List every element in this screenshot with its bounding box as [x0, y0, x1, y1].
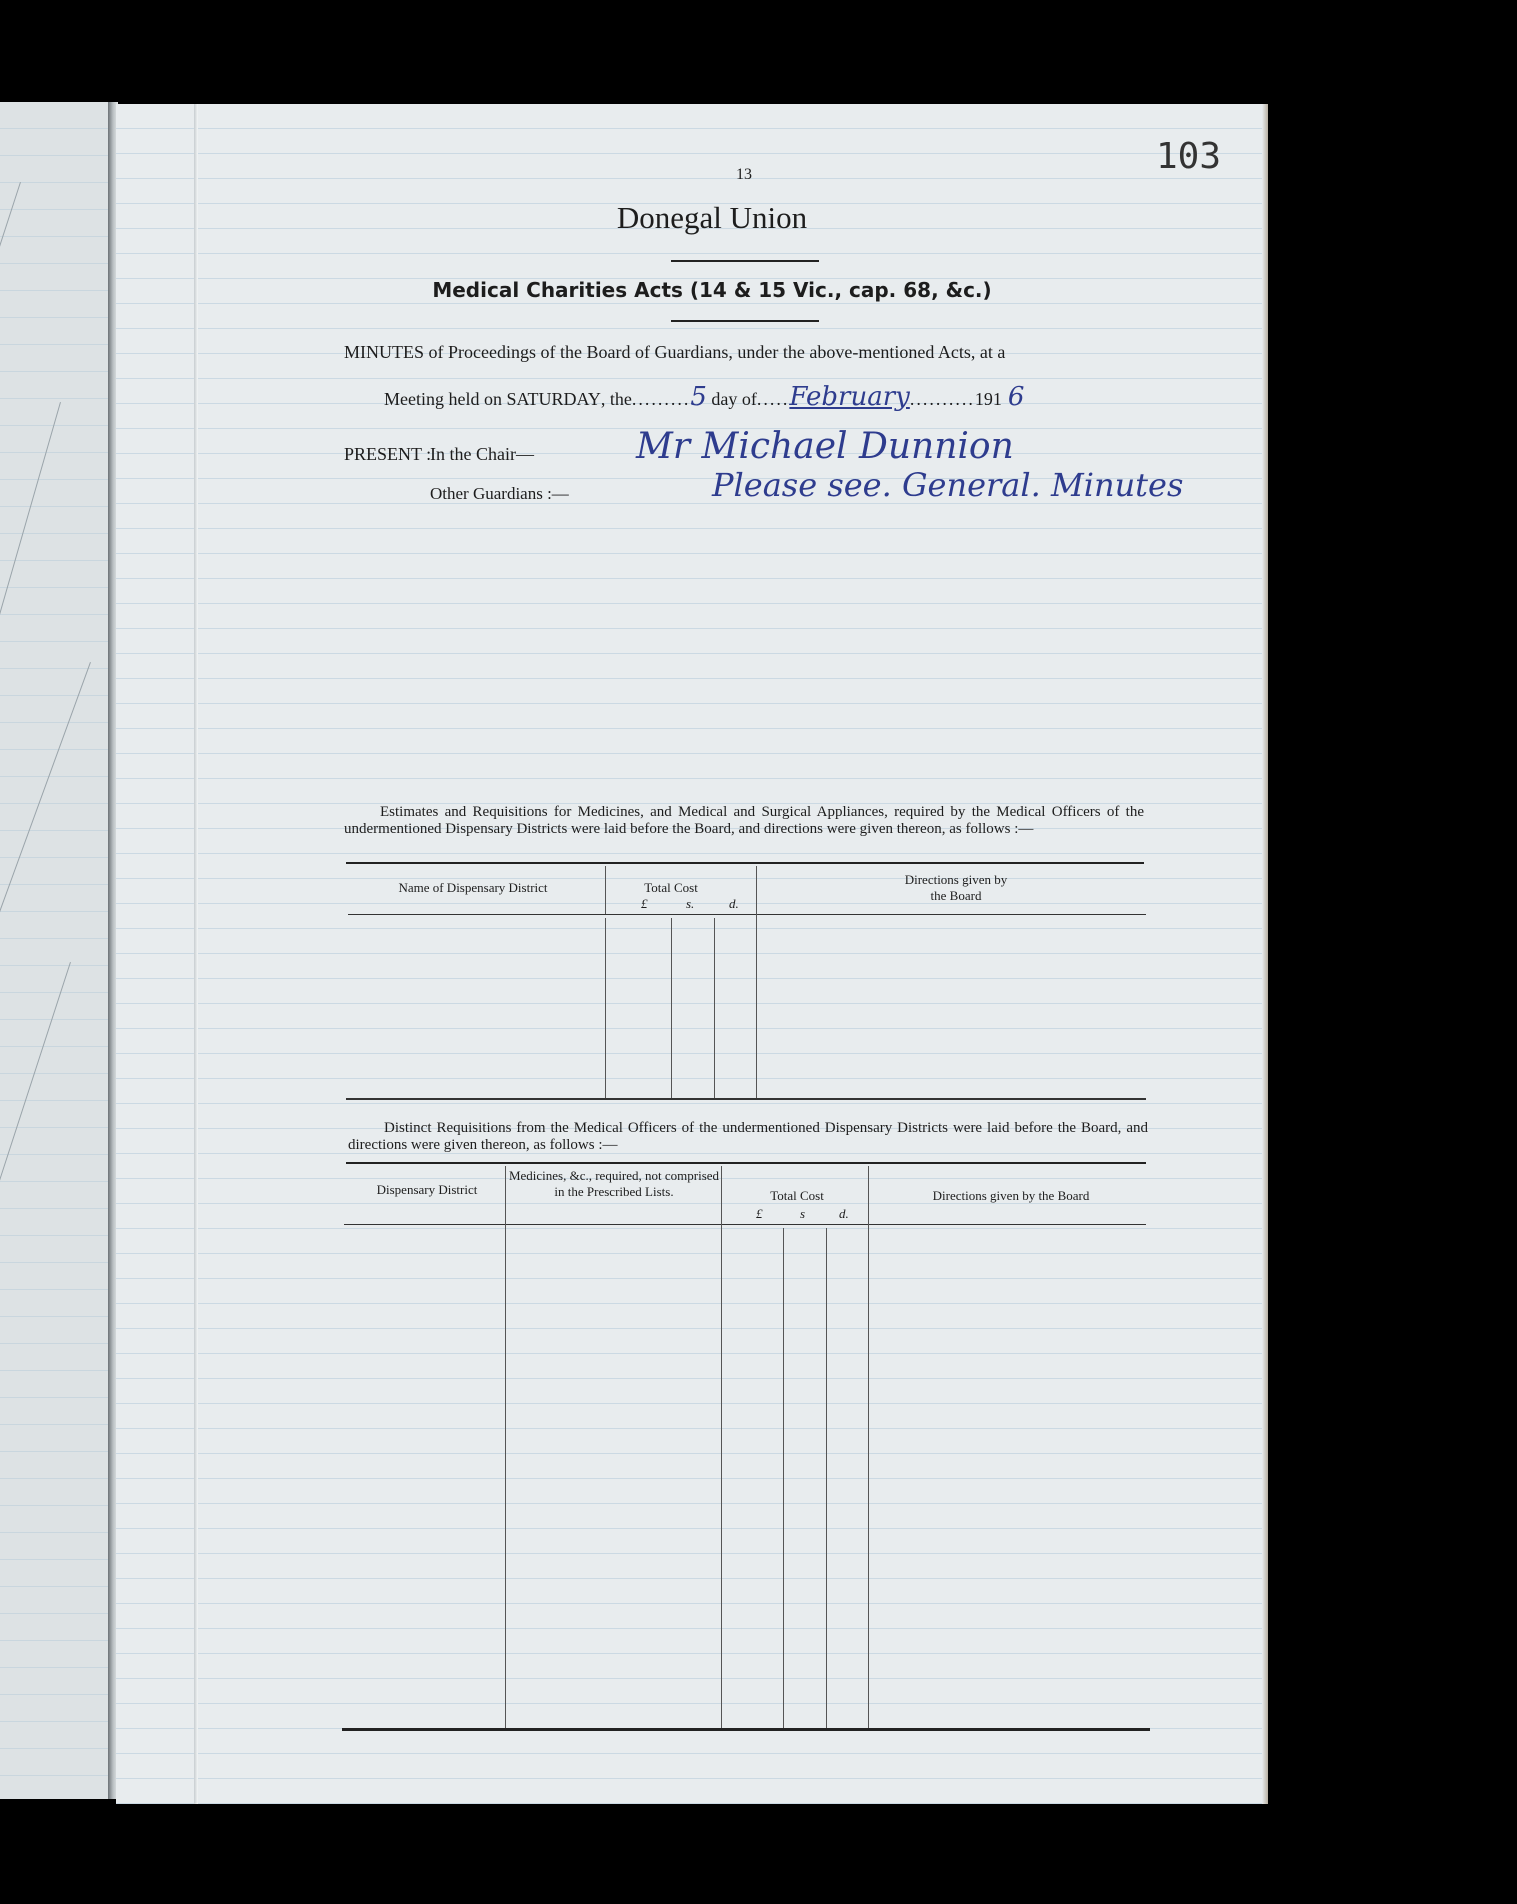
present-label: PRESENT :: [344, 444, 432, 464]
folio-number: 103: [1156, 136, 1222, 177]
estimates-col-pounds: £: [641, 896, 648, 911]
estimates-divider: [756, 866, 757, 1098]
left-facing-page: [0, 102, 112, 1799]
others-label: Other Guardians :—: [430, 484, 569, 503]
page-edge: [1262, 104, 1268, 1804]
distinct-divider: [783, 1228, 784, 1728]
estimates-divider: [714, 918, 715, 1098]
pen-stroke: [0, 962, 71, 1210]
distinct-top-rule: [346, 1162, 1146, 1164]
year-prefix: 191: [974, 389, 1002, 409]
distinct-col-total-cost: Total Cost: [770, 1188, 824, 1203]
distinct-col-directions: Directions given by the Board: [932, 1188, 1090, 1203]
estimates-divider: [605, 918, 606, 1098]
distinct-divider: [868, 1166, 869, 1728]
pen-stroke: [0, 182, 21, 411]
estimates-divider: [605, 866, 606, 914]
day-value: 5: [690, 382, 707, 412]
distinct-divider: [721, 1166, 722, 1728]
page-fold: [194, 104, 198, 1804]
distinct-intro: Distinct Requisitions from the Medical Officers of the undermentioned Dispensary Districts were laid before the Board, and directions were given thereon, as follows :—: [348, 1120, 1148, 1153]
the-label: , the: [600, 389, 632, 409]
estimates-bottom-rule: [346, 1098, 1146, 1100]
estimates-col-total-cost: Total Cost: [644, 880, 698, 895]
day-of-label: day of: [711, 389, 757, 409]
estimates-intro: Estimates and Requisitions for Medicines, and Medical and Surgical Appliances, required by the Medical Officers of the undermentioned Dispensary Districts were laid before the Board, and directions were given thereon, as follows :—: [344, 804, 1144, 837]
ledger-page: [116, 104, 1268, 1804]
chair-label: In the Chair—: [430, 444, 534, 464]
others-value: Please see. General. Minutes: [712, 466, 1184, 504]
distinct-col-pounds: £: [756, 1206, 763, 1221]
distinct-divider: [826, 1228, 827, 1728]
distinct-divider: [505, 1166, 506, 1728]
meeting-day-name: SATURDAY: [506, 389, 601, 409]
distinct-bottom-rule: [342, 1728, 1150, 1731]
distinct-col-medicines: Medicines, &c., required, not comprised in the Prescribed Lists.: [508, 1168, 720, 1199]
estimates-header-rule: [348, 914, 1146, 915]
pen-stroke: [0, 402, 61, 652]
minutes-line: MINUTES of Proceedings of the Board of Guardians, under the above-mentioned Acts, at a: [344, 342, 1006, 362]
distinct-col-pence: d.: [839, 1206, 849, 1221]
estimates-top-rule: [346, 862, 1144, 864]
chair-value: Mr Michael Dunnion: [636, 426, 1014, 467]
acts-title: Medical Charities Acts (14 & 15 Vic., cap. 68, &c.): [432, 278, 992, 302]
distinct-col-shillings: s: [800, 1206, 806, 1221]
month-value: February: [789, 382, 910, 412]
pen-stroke: [0, 662, 91, 944]
page-number: 13: [736, 166, 752, 183]
acts-rule: [671, 320, 819, 322]
meeting-prefix: Meeting held on: [384, 389, 502, 409]
estimates-divider: [671, 918, 672, 1098]
distinct-col-district: Dispensary District: [376, 1182, 478, 1197]
distinct-header-rule: [344, 1224, 1146, 1225]
estimates-col-directions: Directions given by the Board: [904, 872, 1008, 903]
year-value: 6: [1007, 382, 1025, 412]
union-title: Donegal Union: [616, 200, 808, 235]
estimates-col-shillings: s.: [686, 896, 695, 911]
title-rule: [671, 260, 819, 262]
estimates-col-pence: d.: [729, 896, 739, 911]
estimates-col-district: Name of Dispensary District: [398, 880, 548, 895]
meeting-line: Meeting held on SATURDAY, the.........5 day of.....February..........191 6: [384, 382, 1025, 412]
